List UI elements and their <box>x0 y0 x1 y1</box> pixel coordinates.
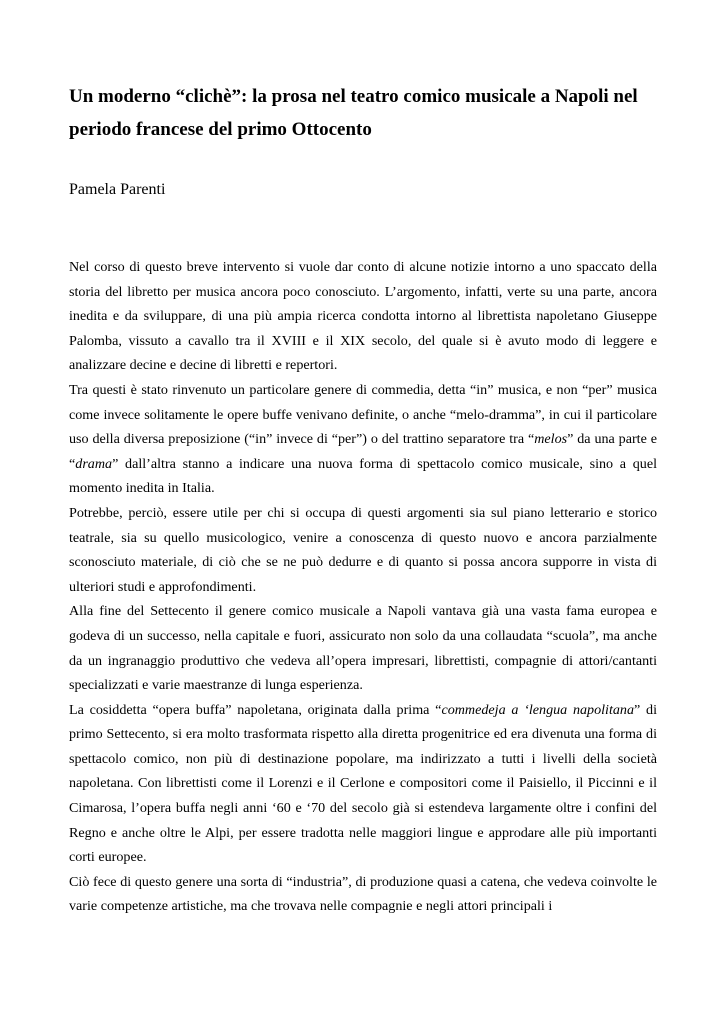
paragraph-4: Alla fine del Settecento il genere comico musicale a Napoli vantava già una vasta fama europea e godeva di un successo, nella capitale e fuori, assicurato non solo da una collaudata “scuola”, ma anche da un ingranaggio produttivo che vedeva all’opera impresari, librettisti, compagnie di attori/cantanti specializzati e varie maestranze di lunga esperienza. <box>69 603 657 694</box>
document-page <box>69 80 657 919</box>
paragraph-2: Tra questi è stato rinvenuto un particolare genere di commedia, detta “in” musica, e non “per” musica come invece solitamente le opere buffe venivano definite, o anche “melo-dramma”, in cui il particolare uso della diversa preposizione (“in” invece di “per”) o del trattino separatore tra “melos” da una parte e “drama” dall’altra stanno a indicare una nuova forma di spettacolo comico musicale, sino a quel momento inedita in Italia. <box>69 381 657 497</box>
paragraph-3: Potrebbe, perciò, essere utile per chi si occupa di questi argomenti sia sul piano letterario e storico teatrale, sia su quello musicologico, venire a conoscenza di questo nuovo e ancora parzialmente sconosciuto materiale, di ciò che se ne può dedurre e di quanto si possa ancora supporre in vista di ulteriori studi e approfondimenti. <box>69 504 657 595</box>
italic-term-commedeja: commedeja a ‘lengua napolitana <box>441 701 635 718</box>
italic-term-drama: drama <box>75 455 113 472</box>
paragraph-5: La cosiddetta “opera buffa” napoletana, originata dalla prima “commedeja a ‘lengua napolitana” di primo Settecento, si era molto trasformata rispetto alla diretta progenitrice ed era divenuta una forma di spettacolo comico, non più di destinazione popolare, ma indirizzato a tutti i livelli della società napoletana. Con librettisti come il Lorenzi e il Cerlone e compositori come il Paisiello, il Piccinni e il Cimarosa, l’opera buffa negli anni ‘60 e ‘70 del secolo già si estendeva largamente oltre i confini del Regno e anche oltre le Alpi, per essere tradotta nelle maggiori lingue e approdare alle più importanti corti europee. <box>69 701 657 866</box>
paragraph-6: Ciò fece di questo genere una sorta di “industria”, di produzione quasi a catena, che vedeva coinvolte le varie competenze artistiche, ma che trovava nelle compagnie e negli attori principali i <box>69 873 657 915</box>
paper-title: Un moderno “clichè”: la prosa nel teatro comico musicale a Napoli nel periodo francese del primo Ottocento <box>69 86 638 140</box>
author-name: Pamela Parenti <box>69 181 166 198</box>
paragraph-1: Nel corso di questo breve intervento si vuole dar conto di alcune notizie intorno a uno spaccato della storia del libretto per musica ancora poco conosciuto. L’argomento, infatti, verte su una parte, ancora inedita e da sviluppare, di una più ampia ricerca condotta intorno al librettista napoletano Giuseppe Palomba, vissuto a cavallo tra il XVIII e il XIX secolo, del quale si è avuto modo di leggere e analizzare decine e decine di libretti e repertori. <box>69 259 657 374</box>
body-text <box>69 255 657 919</box>
italic-term-melos: melos <box>534 431 568 448</box>
